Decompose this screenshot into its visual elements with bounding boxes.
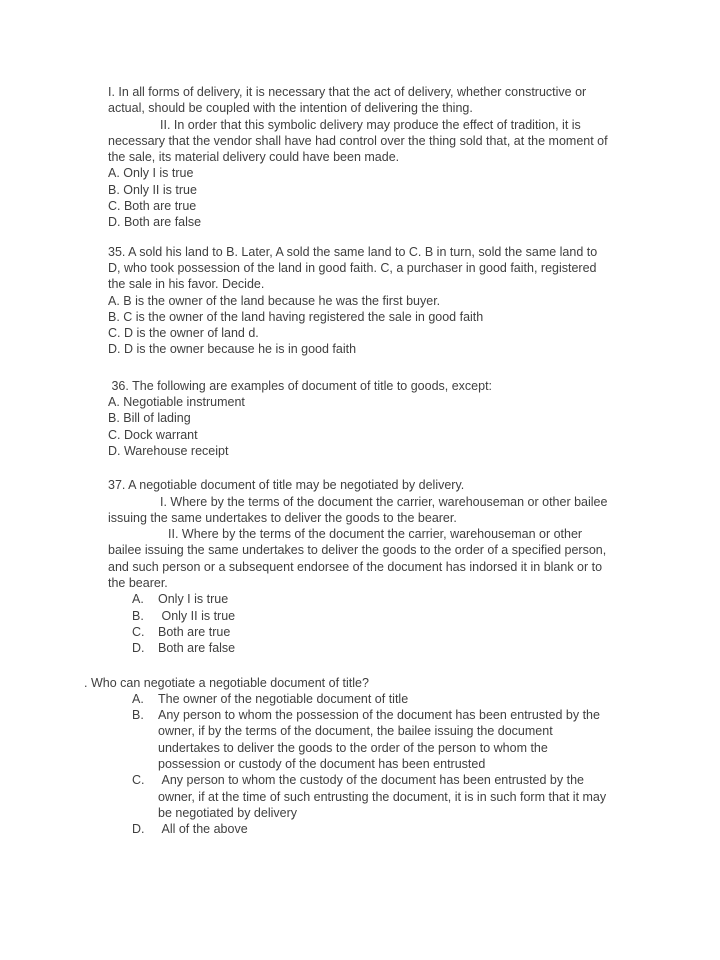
option-letter: A. xyxy=(132,592,144,607)
question-statement: . Who can negotiate a negotiable document of title? xyxy=(84,675,369,690)
option-text: Both are false xyxy=(158,641,236,656)
answer-option-b xyxy=(108,707,613,772)
answer-option-d xyxy=(108,821,613,837)
option-text: Any person to whom the possession of the document has been entrusted by the owner, if by the terms of the document, the bailee issuing the document undertakes to deliver the goods to the order of the person to whom the possession or custody of the document has been entrusted xyxy=(158,708,604,771)
answer-option-c: C. Dock warrant xyxy=(108,427,198,442)
option-text: The owner of the negotiable document of title xyxy=(158,691,409,706)
document-content xyxy=(84,84,613,837)
answer-option-c: C. D is the owner of land d. xyxy=(108,326,259,341)
question-block-36 xyxy=(108,378,613,459)
option-letter: D. xyxy=(132,822,145,837)
option-letter: C. xyxy=(132,624,145,639)
answer-option-b: B. Bill of lading xyxy=(108,411,191,426)
statement-i: I. Where by the terms of the document the carrier, warehouseman or other bailee issuing the same undertakes to deliver the goods to the bearer. xyxy=(108,494,611,525)
answer-option-d: D. Both are false xyxy=(108,215,202,230)
option-letter: D. xyxy=(132,641,145,656)
option-text: All of the above xyxy=(158,822,248,837)
question-statement: 37. A negotiable document of title may be negotiated by delivery. xyxy=(108,478,465,493)
option-text: Only II is true xyxy=(158,608,236,623)
option-text: Any person to whom the custody of the document has been entrusted by the owner, if at the time of such entrusting the document, it is in such form that it may be negotiated by delivery xyxy=(158,773,610,820)
answer-option-c xyxy=(108,624,613,640)
answer-option-a: A. Only I is true xyxy=(108,166,194,181)
answer-option-a xyxy=(108,591,613,607)
answer-option-b xyxy=(108,608,613,624)
question-block-delivery-statements xyxy=(108,84,613,231)
question-block-negotiate xyxy=(84,675,613,838)
option-letter: A. xyxy=(132,691,144,706)
question-block-35 xyxy=(108,244,613,358)
option-letter: B. xyxy=(132,608,144,623)
question-block-37 xyxy=(108,477,613,656)
answer-option-a: A. Negotiable instrument xyxy=(108,395,245,410)
statement-ii: II. Where by the terms of the document the carrier, warehouseman or other bailee issuing the same undertakes to deliver the goods to the order of a specified person, and such person or a subsequent endorsee of the document has indorsed it in blank or to the bearer. xyxy=(108,527,610,591)
option-text: Only I is true xyxy=(158,592,229,607)
answer-option-c: C. Both are true xyxy=(108,199,197,214)
answer-option-a xyxy=(108,691,613,707)
answer-option-d xyxy=(108,640,613,656)
answer-option-c xyxy=(108,772,613,821)
answer-option-b: B. C is the owner of the land having registered the sale in good faith xyxy=(108,309,484,324)
answer-option-b: B. Only II is true xyxy=(108,182,197,197)
statement-i: I. In all forms of delivery, it is necessary that the act of delivery, whether constructive or actual, should be coupled with the intention of delivering the thing. xyxy=(108,85,590,116)
answer-option-a: A. B is the owner of the land because he was the first buyer. xyxy=(108,293,441,308)
statement-ii: II. In order that this symbolic delivery may produce the effect of tradition, it is necessary that the vendor shall have had control over the thing sold that, at the moment of the sale, its material delivery could have been made. xyxy=(108,117,612,165)
question-statement: 36. The following are examples of document of title to goods, except: xyxy=(108,378,493,393)
option-letter: B. xyxy=(132,708,144,723)
option-text: Both are true xyxy=(158,624,231,639)
answer-option-d: D. Warehouse receipt xyxy=(108,443,229,458)
option-letter: C. xyxy=(132,773,145,788)
question-statement: 35. A sold his land to B. Later, A sold the same land to C. B in turn, sold the same land to D, who took possession of the land in good faith. C, a purchaser in good faith, registered the sale in his favor. Decide. xyxy=(108,244,601,292)
answer-option-d: D. D is the owner because he is in good faith xyxy=(108,342,357,357)
